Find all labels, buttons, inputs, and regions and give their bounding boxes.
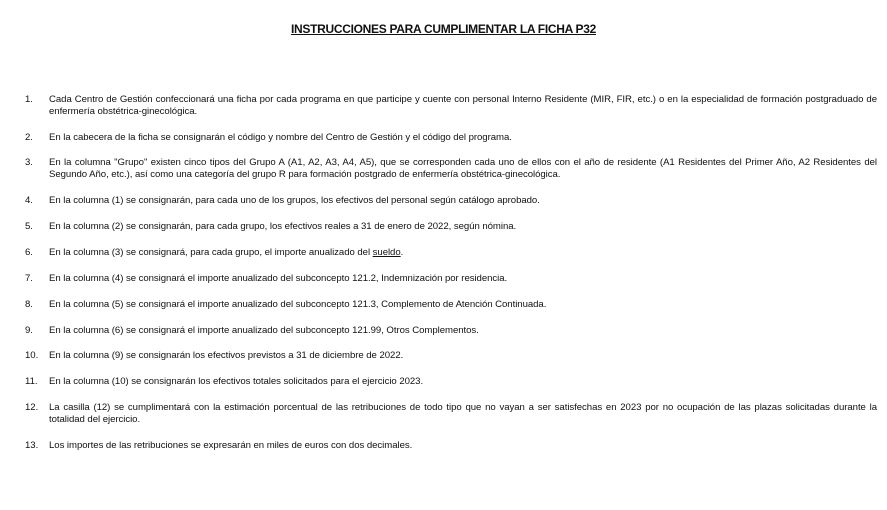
item-number: 6. — [25, 246, 33, 258]
item-number: 5. — [25, 220, 33, 232]
list-item — [25, 273, 877, 285]
item-text: En la columna (5) se consignará el importe anualizado del subconcepto 121.3, Complemento de Atención Continuada. — [49, 298, 547, 310]
document-title: INSTRUCCIONES PARA CUMPLIMENTAR LA FICHA P32 — [290, 22, 597, 36]
list-item — [25, 247, 877, 259]
item-text: Los importes de las retribuciones se expresarán en miles de euros con dos decimales. — [49, 439, 413, 451]
item-number: 2. — [25, 131, 33, 143]
list-item — [25, 440, 877, 452]
list-item — [25, 195, 877, 207]
list-item — [25, 402, 877, 425]
item-number: 4. — [25, 195, 33, 207]
item-number: 10. — [25, 350, 39, 362]
item-text: En la columna (2) se consignarán, para cada grupo, los efectivos reales a 31 de enero de 2022, según nómina. — [49, 220, 517, 232]
item-text-part: En la columna (3) se consignará, para cada grupo, el importe anualizado del — [49, 246, 373, 258]
list-item — [25, 299, 877, 311]
item-number: 7. — [25, 272, 33, 284]
item-text: En la columna (9) se consignarán los efectivos previstos a 31 de diciembre de 2022. — [49, 350, 404, 362]
list-item — [25, 157, 877, 180]
item-text: En la columna (4) se consignará el importe anualizado del subconcepto 121.2, Indemnización por residencia. — [49, 272, 508, 284]
list-item — [25, 350, 877, 362]
item-text: En la columna (6) se consignará el importe anualizado del subconcepto 121.99, Otros Complementos. — [49, 324, 479, 336]
item-number: 9. — [25, 324, 33, 336]
item-number: 13. — [25, 439, 39, 451]
item-number: 11. — [25, 376, 38, 388]
item-text: La casilla (12) se cumplimentará con la estimación porcentual de las retribuciones de todo tipo que no vayan a ser satisfechas en 2023 por no ocupación de las plazas solicitadas durante la totalidad del ejercicio. — [49, 402, 877, 425]
item-number: 12. — [25, 402, 39, 414]
list-item — [25, 325, 877, 337]
item-number: 8. — [25, 298, 33, 310]
item-number: 1. — [25, 94, 33, 105]
item-text: En la columna (10) se consignarán los efectivos totales solicitados para el ejercicio 2023. — [49, 376, 424, 388]
item-text — [49, 247, 877, 259]
list-item — [25, 132, 877, 144]
underlined-term: sueldo — [372, 246, 401, 258]
instructions-list — [25, 94, 877, 466]
list-item — [25, 376, 877, 388]
item-text: En la columna (1) se consignarán, para cada uno de los grupos, los efectivos del personal según catálogo aprobado. — [49, 195, 540, 207]
item-text: En la cabecera de la ficha se consignarán el código y nombre del Centro de Gestión y el código del programa. — [49, 131, 512, 143]
list-item — [25, 94, 877, 117]
item-number: 3. — [25, 157, 33, 169]
list-item — [25, 221, 877, 233]
item-text-part: . — [400, 246, 404, 258]
item-text: Cada Centro de Gestión confeccionará una ficha por cada programa en que participe y cuente con personal Interno Residente (MIR, FIR, etc.) o en la especialidad de formación postgraduado de enfermería obstétrica-ginecológica. — [49, 94, 877, 117]
item-text: En la columna "Grupo" existen cinco tipos del Grupo A (A1, A2, A3, A4, A5), que se corresponden cada uno de ellos con el año de residente (A1 Residentes del Primer Año, A2 Residentes del Segundo Año, etc.), así como una categoría del grupo R para formación postgrado de enfermería obstétrica-ginecológica. — [49, 157, 877, 181]
